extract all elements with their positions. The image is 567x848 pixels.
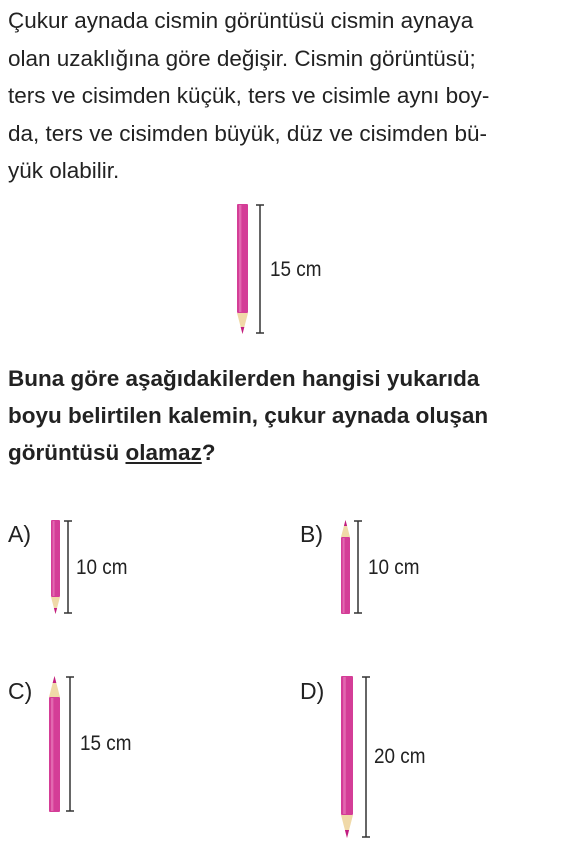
option-c-length-label: 15 cm — [80, 732, 132, 755]
question-emphasis: olamaz — [125, 440, 202, 465]
length-measure-bar — [64, 521, 72, 613]
pencil-body — [341, 676, 353, 815]
intro-line: yük olabilir. — [8, 158, 120, 183]
pencil-highlight — [51, 698, 53, 811]
pencil-highlight — [343, 538, 345, 613]
pencil-highlight — [53, 521, 55, 596]
pencil-lead-tip — [344, 520, 347, 526]
question-line — [8, 434, 556, 471]
length-measure-bar — [354, 521, 362, 613]
pencil-body — [341, 537, 350, 614]
pencil-icon — [341, 676, 353, 838]
option-d-pencil-figure[interactable] — [340, 676, 372, 838]
pencil-body — [237, 204, 248, 313]
pencil-highlight — [343, 677, 346, 814]
pencil-lead-tip — [345, 830, 349, 838]
pencil-lead-tip — [53, 676, 57, 683]
pencil-icon — [341, 520, 350, 614]
question-line: Buna göre aşağıdakilerden hangisi yukarıda — [8, 366, 480, 391]
option-a-length-label: 10 cm — [76, 556, 128, 579]
option-d-length-label: 20 cm — [374, 745, 426, 768]
pencil-lead-tip — [241, 327, 245, 334]
option-b-letter[interactable]: B) — [300, 521, 323, 547]
option-c-pencil-svg — [48, 676, 76, 812]
length-measure-bar — [362, 677, 370, 837]
object-length-label: 15 cm — [270, 258, 322, 281]
pencil-icon — [51, 520, 60, 614]
option-a-pencil-figure[interactable] — [50, 520, 74, 614]
object-pencil-svg — [236, 204, 266, 334]
pencil-lead-tip — [54, 608, 57, 614]
pencil-body — [49, 697, 60, 812]
length-measure-bar — [66, 677, 74, 811]
option-b-pencil-svg — [340, 520, 364, 614]
option-d-pencil-svg — [340, 676, 372, 838]
intro-paragraph — [8, 2, 556, 190]
option-d-letter[interactable]: D) — [300, 678, 325, 704]
option-c-pencil-figure[interactable] — [48, 676, 76, 812]
option-b-length-label: 10 cm — [368, 556, 420, 579]
option-c-letter[interactable]: C) — [8, 678, 33, 704]
intro-line: olan uzaklığına göre değişir. Cismin görüntüsü; — [8, 45, 476, 71]
pencil-icon — [49, 676, 60, 812]
intro-line: da, ters ve cisimden büyük, düz ve cisimden bü- — [8, 120, 487, 146]
length-measure-bar — [256, 205, 264, 333]
pencil-icon — [237, 204, 248, 334]
intro-line: Çukur aynada cismin görüntüsü cismin aynaya — [8, 8, 474, 33]
option-b-pencil-figure[interactable] — [340, 520, 364, 614]
pencil-body — [51, 520, 60, 597]
question-line3-suffix: ? — [201, 440, 216, 465]
object-pencil-figure — [236, 204, 266, 334]
question-text — [8, 360, 556, 471]
option-a-letter[interactable]: A) — [8, 521, 31, 547]
question-line3-prefix: görüntüsü — [8, 440, 126, 465]
intro-line: ters ve cisimden küçük, ters ve cisimle aynı boy- — [8, 83, 490, 108]
pencil-highlight — [239, 205, 241, 312]
question-line: boyu belirtilen kalemin, çukur aynada oluşan — [8, 403, 489, 428]
option-a-pencil-svg — [50, 520, 74, 614]
